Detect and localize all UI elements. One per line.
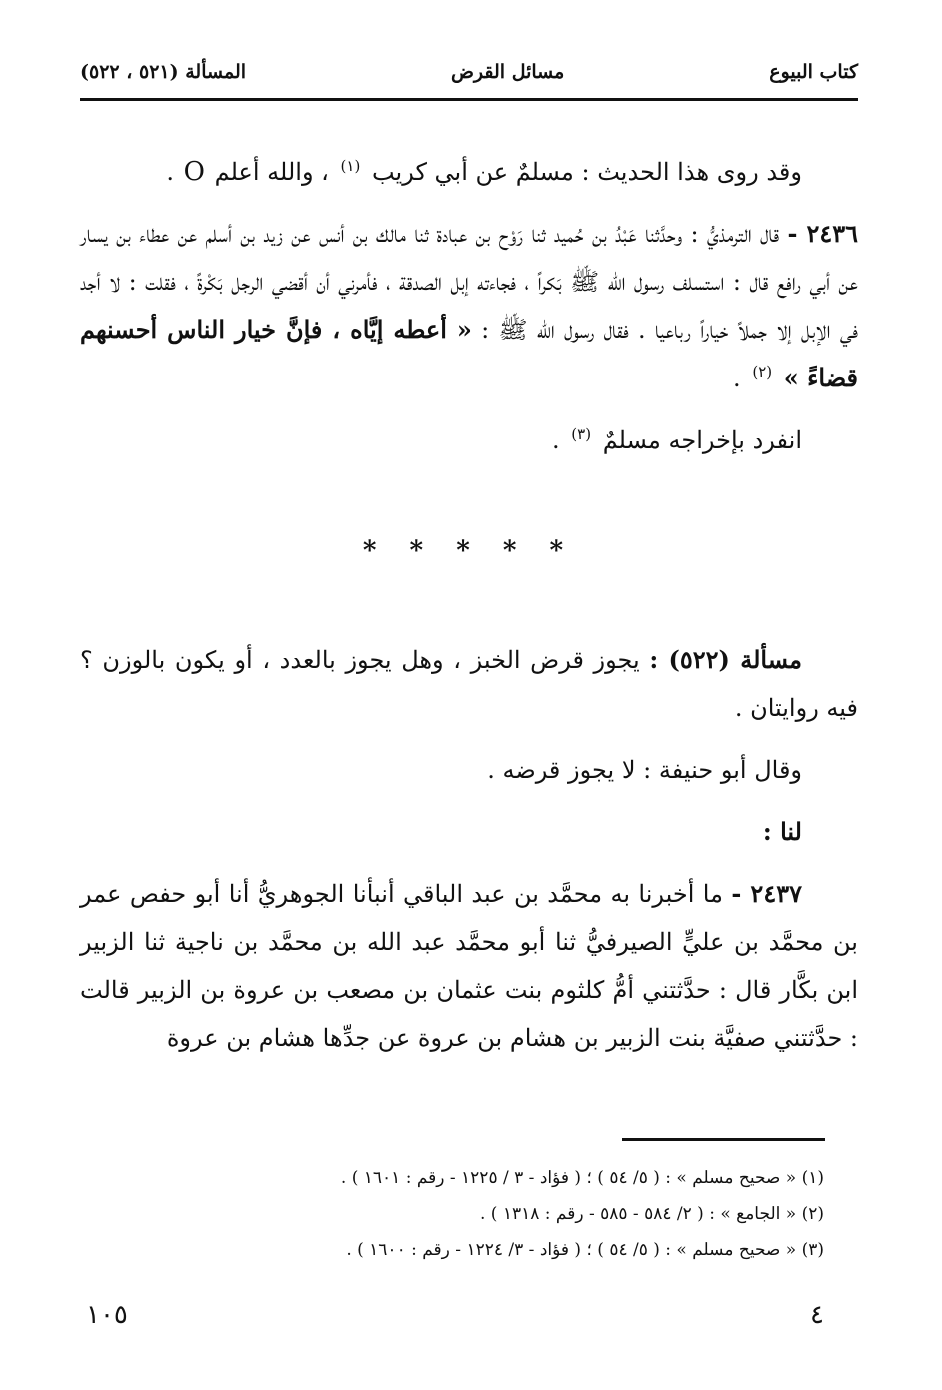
narration-text: وقد روى هذا الحديث : مسلمٌ عن أبي كريب xyxy=(371,158,802,186)
header-issue-title: المسألة (٥٢١ ، ٥٢٢) xyxy=(80,61,247,83)
header-book-title: كتاب البيوع xyxy=(769,61,858,83)
hadith-end-2436: . xyxy=(733,364,741,392)
paragraph-issue-522 xyxy=(80,636,858,732)
takhrij-end: . xyxy=(551,426,560,454)
paragraph-hadith-2437 xyxy=(80,870,858,1062)
paragraph-lana xyxy=(80,808,858,856)
footnotes xyxy=(80,1160,824,1268)
issue-label: مسألة (٥٢٢) : xyxy=(649,645,802,674)
paragraph-narration xyxy=(80,148,858,196)
footnote-ref-3: (٣) xyxy=(571,425,592,443)
footnote-3: (٣) « صحيح مسلم » : ( ٥/ ٥٤ ) ؛ ( فؤاد - ٣/ ١٢٢٤ - رقم : ١٦٠٠ ) . xyxy=(346,1240,824,1260)
section-separator: * * * * * xyxy=(362,536,576,566)
issue-text: يجوز قرض الخبز ، وهل يجوز بالعدد ، أو يكون بالوزن ؟ فيه روايتان . xyxy=(80,646,858,722)
hadith-text-2436: قال الترمذيُّ : وحدَّثنا عَبْدُ بن حُميد ثنا رَوْح بن عبادة ثنا مالك بن أنس عن زيد بن أسلم عن عطاء بن يسار عن أبي رافع قال : استسلف رسول الله ﷺ بَكراً ، فجاءته إبل الصدقة ، فأمرني أن أقضي الرجل بَكْرةً ، فقلت : لا أجد في الإبل إلا جملاً خياراً رباعيا . فقال رسول الله ﷺ : xyxy=(80,220,858,344)
paragraph-takhrij xyxy=(80,416,858,464)
prophetic-quote: « أعطه إيَّاه ، فإنَّ خيار الناس أحسنهم قضاءً » xyxy=(80,315,858,392)
paragraph-abu-hanifa xyxy=(80,746,858,794)
end-circle-mark: O xyxy=(183,157,205,187)
footnote-2: (٢) « الجامع » : ( ٢/ ٥٨٤ - ٥٨٥ - رقم : ١٣١٨ ) . xyxy=(480,1204,824,1224)
main-text xyxy=(80,148,858,1062)
header-section-title: مسائل القرض xyxy=(450,61,565,83)
narration-end: . xyxy=(166,158,174,186)
hadith-number-2436: ٢٤٣٦ - xyxy=(787,219,858,248)
lana-text: لنا : xyxy=(762,817,802,846)
running-header xyxy=(80,52,858,92)
takhrij-text: انفرد بإخراجه مسلمٌ xyxy=(602,426,802,454)
footnote-1: (١) « صحيح مسلم » : ( ٥/ ٥٤ ) ؛ ( فؤاد - ٣ / ١٢٢٥ - رقم : ١٦٠١ ) . xyxy=(340,1168,824,1188)
header-rule xyxy=(80,98,858,101)
abu-hanifa-text: وقال أبو حنيفة : لا يجوز قرضه . xyxy=(487,756,802,784)
page-number: ١٠٥ xyxy=(86,1300,128,1330)
hadith-text-2437: ما أخبرنا به محمَّد بن عبد الباقي أنبأنا الجوهريُّ أنا أبو حفص عمر بن محمَّد بن عليٍّ الصيرفيُّ ثنا أبو محمَّد عبد الله بن محمَّد بن ناجية ثنا الزبير ابن بكَّار قال : حدَّثتني أمُّ كلثوم بنت عثمان بن مصعب بن عروة بن الزبير قالت : حدَّثتني صفيَّة بنت الزبير بن هشام بن عروة عن جدِّها هشام بن عروة xyxy=(80,880,858,1052)
hadith-number-2437: ٢٤٣٧ - xyxy=(731,879,802,908)
paragraph-hadith-2436 xyxy=(80,210,858,402)
narration-closing: ، والله أعلم xyxy=(214,158,329,186)
footnote-rule xyxy=(622,1138,825,1141)
footnote-ref-2: (٢) xyxy=(752,363,773,381)
volume-number: ٤ xyxy=(810,1300,824,1330)
footnote-ref-1: (١) xyxy=(340,157,361,175)
